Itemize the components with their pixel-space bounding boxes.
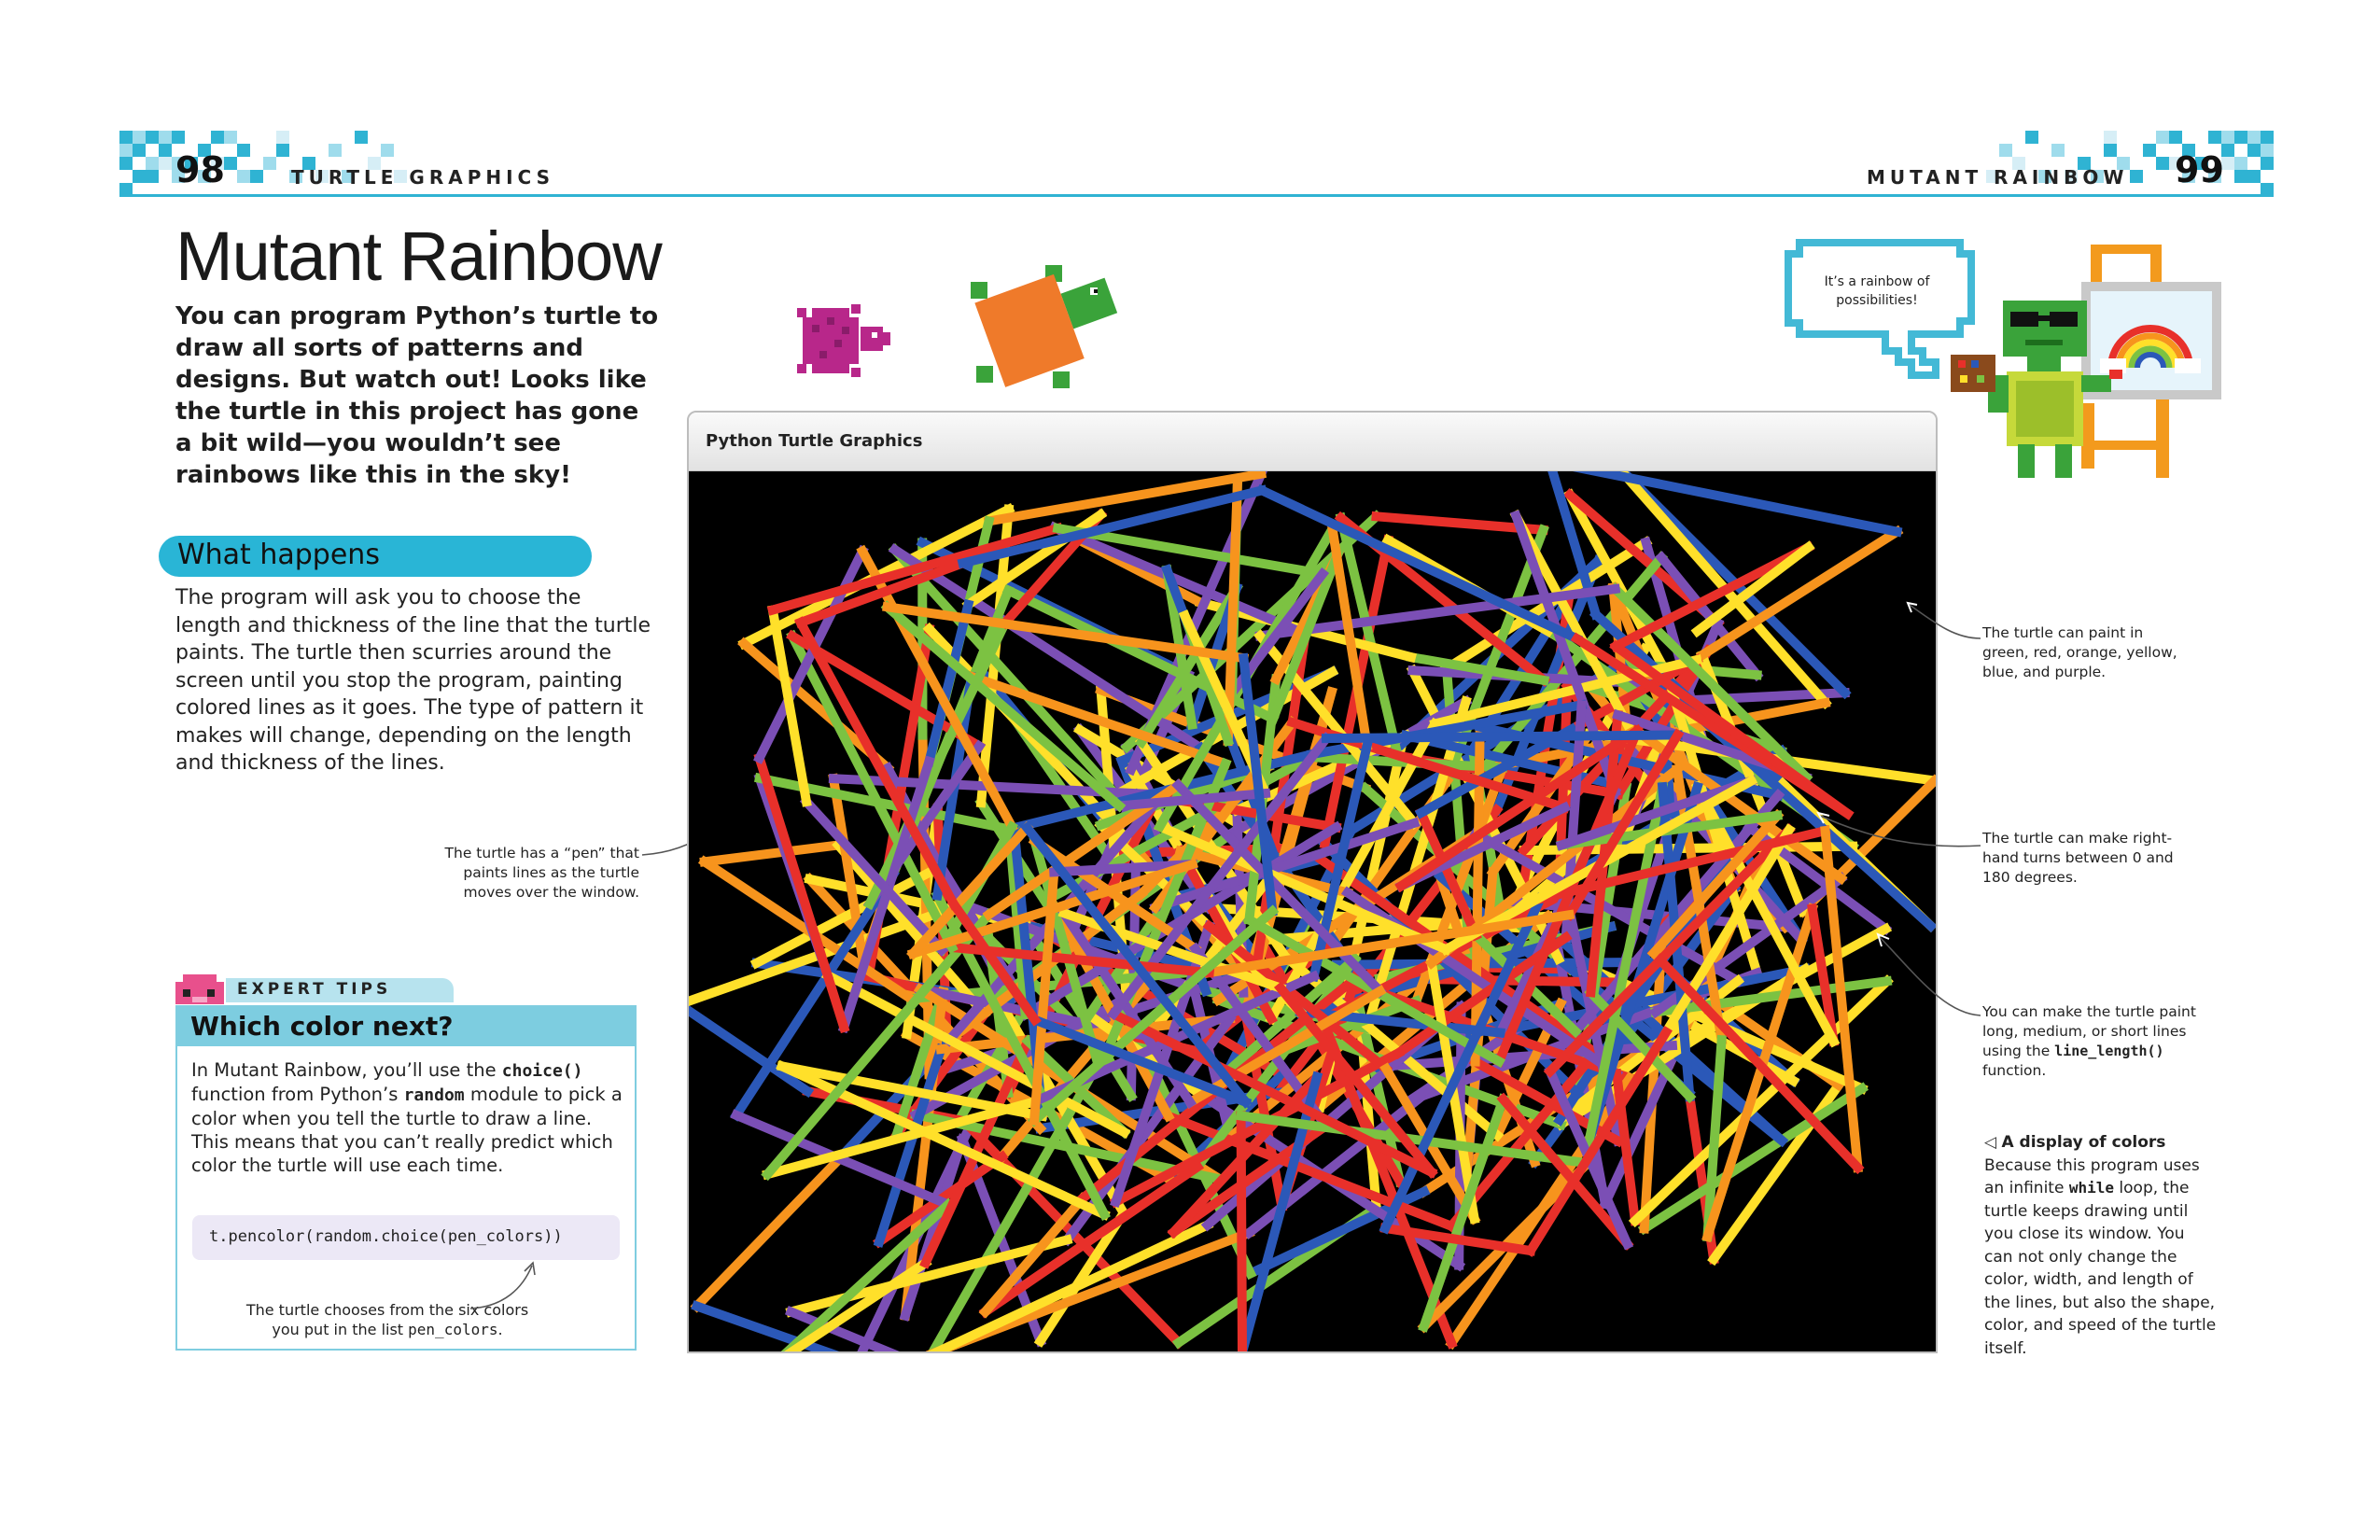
tips-code-random: random [403,1085,465,1105]
code-sample-line: t.pencolor(random.choice(pen_colors)) [209,1227,563,1246]
tips-code-choice: choice() [501,1061,583,1081]
expert-tips-heading: Which color next? [190,1011,454,1042]
caret-left-icon: ◁ [1984,1133,2002,1152]
rainbow-line [1326,735,1678,738]
window-title-bar[interactable] [689,413,1936,471]
annotation-length-text: You can make the turtle paint long, medium, or short lines using the [1982,1003,2196,1059]
page-title: Mutant Rainbow [175,217,662,295]
annotation-pen: The turtle has a “pen” that paints lines as the turtle moves over the window. [444,845,639,901]
display-caption-text-1: Because this program uses an infinite [1984,1155,2200,1197]
rainbow-line [1241,1116,1242,1353]
speech-bubble-text: It’s a rainbow of possibilities! [1824,274,1930,308]
display-caption-body [1984,1155,2218,1361]
what-happens-heading: What happens [177,539,380,571]
expert-tips-box [175,1005,637,1351]
annotation-length-arrow [1870,930,1982,1023]
window-title: Python Turtle Graphics [706,431,923,451]
code-caption-arrow [467,1260,541,1316]
purple-turtle-icon [793,299,896,383]
rainbow-line [705,846,838,862]
annotation-length [1982,1002,2206,1081]
code-caption-code: pen_colors [408,1321,498,1338]
rainbow-line [697,1162,836,1306]
display-caption-text-2: loop, the turtle keeps drawing until you close its window. You can not only change the color, width, and length of the lines, but also the shape, color, and speed of the turtle itself. [1984,1179,2217,1358]
expert-tips-label [226,978,454,1002]
left-page-number: 98 [175,149,225,190]
code-sample-box [192,1215,620,1260]
expert-tips-text [191,1058,630,1177]
display-caption-code: while [2068,1179,2115,1197]
rainbow-line [689,1004,807,1091]
right-page-number: 99 [2175,149,2224,190]
python-turtle-window[interactable] [687,411,1938,1353]
annotation-turns: The turtle can make right-hand turns between 0 and 180 degrees. [1982,830,2174,886]
rainbow-lines [689,471,1936,1353]
robot-head-icon [175,974,224,1004]
annotation-length-code: line_length() [2054,1043,2164,1059]
orange-turtle-icon [956,263,1124,403]
header-rule [119,194,2274,197]
painter-turtle-icon [1951,245,2231,515]
code-caption-end: . [497,1321,503,1338]
tips-text-part-3: module to pick a color when you tell the turtle to draw a line. This means that you can’t really predict which color the turtle will use each time. [191,1084,623,1176]
expert-tips-label-text: EXPERT TIPS [237,980,392,999]
annotation-turns-arrow [1811,808,1982,855]
right-running-head: MUTANT RAINBOW [1867,166,2129,189]
annotation-colors-arrow [1900,597,1984,644]
expert-tips-heading-bar [177,1007,635,1046]
intro-text: You can program Python’s turtle to draw all sorts of patterns and designs. But watch out! Looks like the turtle in this project has gone a bit wild—you wouldn’t see rainbows like this in the sky! [175,302,659,489]
tips-text-part-1: In Mutant Rainbow, you’ll use the [191,1059,497,1081]
left-running-head: TURTLE GRAPHICS [291,166,554,189]
code-caption-part-1: The turtle chooses from the six colors [245,1301,529,1319]
what-happens-body: The program will ask you to choose the length and thickness of the line that the turtle paints. The turtle then scurries around the screen until you stop the program, painting colored lines as it goes. The type of pattern it makes will change, depending on the length and thickness of the lines. [175,586,651,775]
what-happens-heading-pill [159,536,592,577]
display-caption [1984,1131,2218,1360]
annotation-length-end: function. [1982,1062,2047,1079]
rainbow-line [1055,527,1306,634]
display-caption-heading [1984,1131,2218,1155]
turtle-canvas[interactable] [689,471,1936,1353]
code-caption-part-2: you put in the list [272,1321,404,1338]
annotation-colors: The turtle can paint in green, red, orange, yellow, blue, and purple. [1982,624,2177,680]
tips-text-part-2: function from Python’s [191,1084,399,1105]
display-caption-head-text: A display of colors [2001,1133,2166,1152]
